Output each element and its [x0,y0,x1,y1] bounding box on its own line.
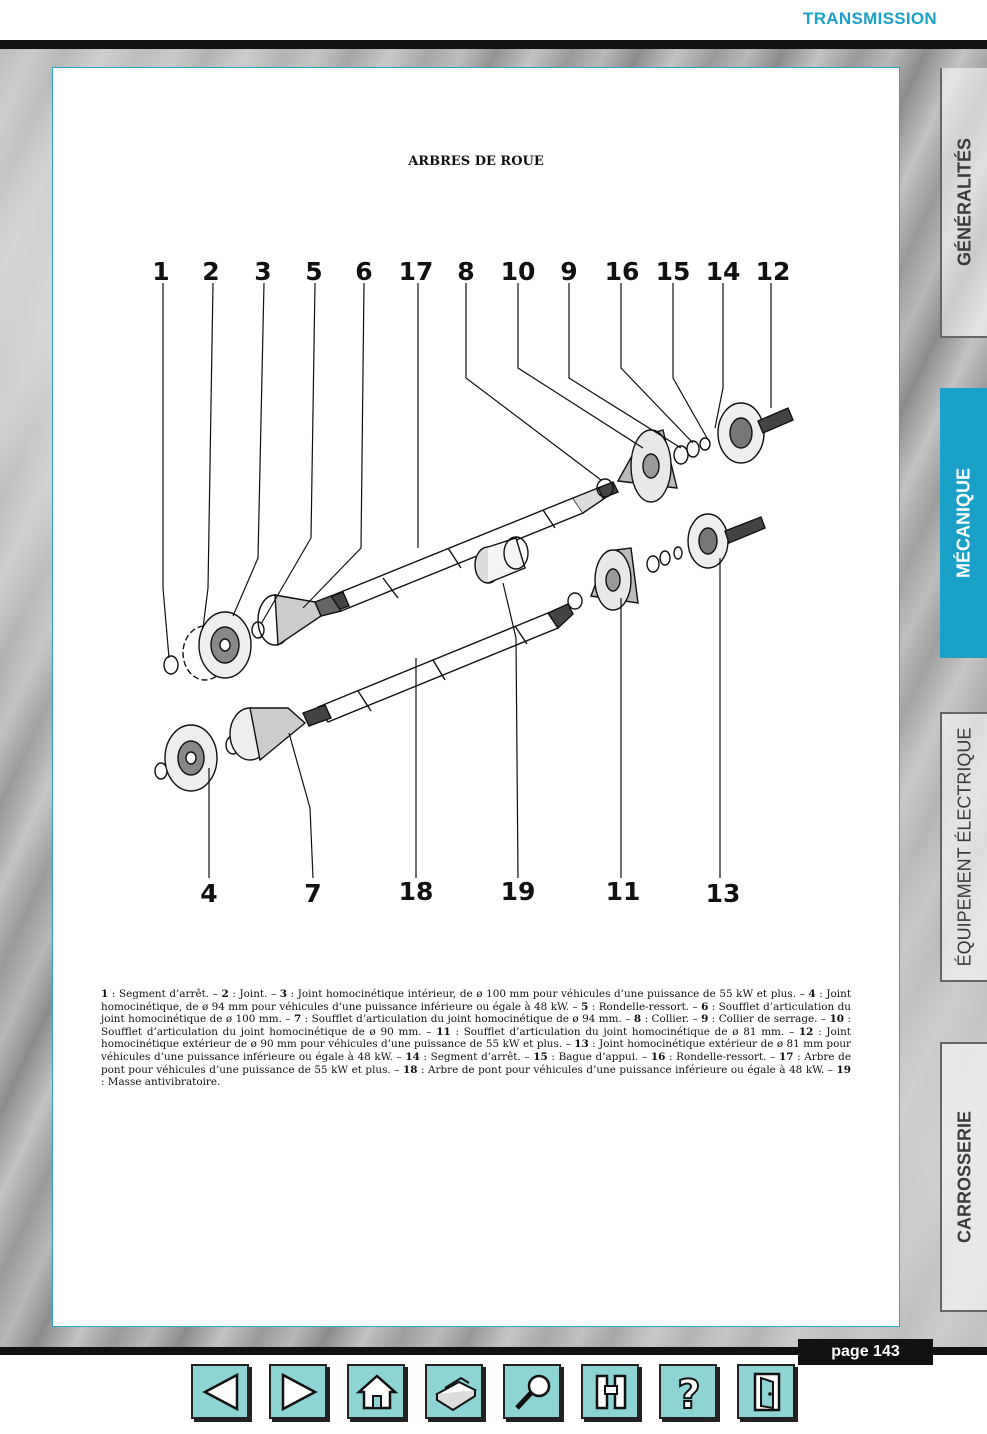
tab-label: ÉQUIPEMENT ÉLECTRIQUE [954,727,974,967]
callout-top-9: 9 [560,257,578,286]
legend-text: : Joint homocinétique, de ø 94 mm pour véhicules d’une puissance inférieure ou égale à 48 kW. – [101,988,851,1013]
binoculars-icon [587,1370,635,1414]
legend-num: 1 [101,988,109,1000]
legend-text: : Joint homocinétique extérieur de ø 90 mm pour véhicules d’une puissance de 55 kW et plus. – [101,1025,851,1051]
home-icon [353,1370,401,1414]
top-divider [0,40,987,49]
legend-num: 18 [402,1063,418,1076]
leader-lines [163,283,771,878]
callout-top-3: 3 [254,257,272,286]
legend-num: 12 [798,1025,814,1038]
tab-label: CARROSSERIE [954,1110,974,1244]
browse-button[interactable] [581,1364,639,1419]
legend-num: 3 [279,988,288,1000]
callout-bottom-11: 11 [605,877,641,906]
legend-text: : Segment d’arrêt. – [419,1050,534,1063]
next-arrow-icon [275,1370,323,1414]
legend-num: 8 [633,1013,642,1026]
legend-num: 19 [836,1063,851,1076]
legend-text: : Soufflet d’articulation du joint homocinétique de ø 100 mm. – [101,1000,851,1026]
callout-top-10: 10 [500,257,536,286]
callout-top-16: 16 [604,257,640,286]
legend-num: 16 [650,1050,666,1063]
callout-bottom-7: 7 [304,879,322,908]
legend-text: : Joint homocinétique intérieur, de ø 100 mm pour véhicules d’une puissance de 55 kW et plus. – [287,988,809,1000]
callout-bottom-4: 4 [200,879,218,908]
print-button[interactable] [425,1364,483,1419]
tab-mecanique[interactable] [940,388,987,658]
callout-top-12: 12 [755,257,791,286]
tab-generalites[interactable] [940,68,987,338]
diagram-title: ARBRES DE ROUE [408,154,544,169]
search-button[interactable] [503,1364,561,1419]
next-page-button[interactable] [269,1364,327,1419]
legend-num: 7 [293,1013,302,1026]
legend-num: 2 [221,988,229,1000]
legend-num: 17 [779,1050,794,1063]
legend-num: 10 [829,1013,845,1026]
legend-text: : Soufflet d’articulation du joint homocinétique de ø 90 mm. – [101,1013,851,1038]
legend-num: 5 [581,1000,589,1013]
callout-bottom-18: 18 [398,877,434,906]
callout-bottom-13: 13 [705,879,741,908]
callout-top-6: 6 [355,257,373,286]
home-button[interactable] [347,1364,405,1419]
tab-equipement-electrique[interactable] [940,712,987,982]
help-icon [665,1370,713,1414]
legend-text: : Joint. – [228,988,280,1000]
legend-text: : Masse antivibratoire. [101,1076,221,1089]
legend-text: : Joint homocinétique extérieur de ø 81 mm pour véhicules d’une puissance inférieure ou égale à 48 kW. – [101,1038,851,1063]
legend-num: 9 [701,1013,709,1026]
callout-top-8: 8 [457,257,475,286]
legend-text: : Arbre de pont pour véhicules d’une puissance de 55 kW et plus. – [101,1050,851,1076]
legend-text: : Soufflet d’articulation du joint homocinétique de ø 81 mm. – [450,1025,799,1038]
upper-inner-joint-group [164,595,341,680]
callout-top-2: 2 [202,257,220,286]
legend-text: : Collier. – [641,1013,702,1026]
tab-label: MÉCANIQUE [953,467,973,579]
help-button[interactable] [659,1364,717,1419]
previous-page-button[interactable] [191,1364,249,1419]
legend-text: : Rondelle-ressort. – [588,1000,702,1013]
callout-top-5: 5 [305,257,323,286]
lower-outer-joint-group [568,514,765,610]
callout-top-1: 1 [152,257,170,286]
callout-top-14: 14 [705,257,741,286]
print-icon [431,1370,479,1414]
search-magnifier-icon [509,1370,557,1414]
legend-num: 13 [574,1038,589,1051]
tab-label: GÉNÉRALITÉS [954,137,974,267]
page-number: page 143 [798,1339,933,1365]
section-title: TRANSMISSION [803,9,937,28]
callout-top-15: 15 [655,257,691,286]
exploded-drive-shaft-diagram [53,68,901,968]
legend-num: 14 [405,1050,420,1063]
legend-num: 4 [808,988,816,1000]
exit-door-icon [743,1370,791,1414]
exit-button[interactable] [737,1364,795,1419]
upper-drive-shaft [321,482,618,614]
lower-inner-joint-group [155,708,305,791]
legend-num: 15 [533,1050,548,1063]
legend-text: : Soufflet d’articulation du joint homocinétique de ø 94 mm. – [301,1013,634,1026]
legend-num: 6 [701,1000,709,1013]
callout-top-17: 17 [398,257,434,286]
svg-text:?: ? [677,1372,701,1414]
previous-arrow-icon [197,1370,245,1414]
legend-text: : Bague d’appui. – [547,1050,651,1063]
document-page [52,67,900,1327]
tab-carrosserie[interactable] [940,1042,987,1312]
legend-text: : Arbre de pont pour véhicules d’une puissance inférieure ou égale à 48 kW. – [417,1063,837,1076]
diagram-legend [101,988,851,1089]
legend-text: : Rondelle-ressort. – [665,1050,779,1063]
legend-text: : Collier de serrage. – [708,1013,830,1026]
legend-num: 11 [436,1025,451,1038]
callout-bottom-19: 19 [500,877,536,906]
legend-text: : Segment d’arrêt. – [108,988,222,1000]
